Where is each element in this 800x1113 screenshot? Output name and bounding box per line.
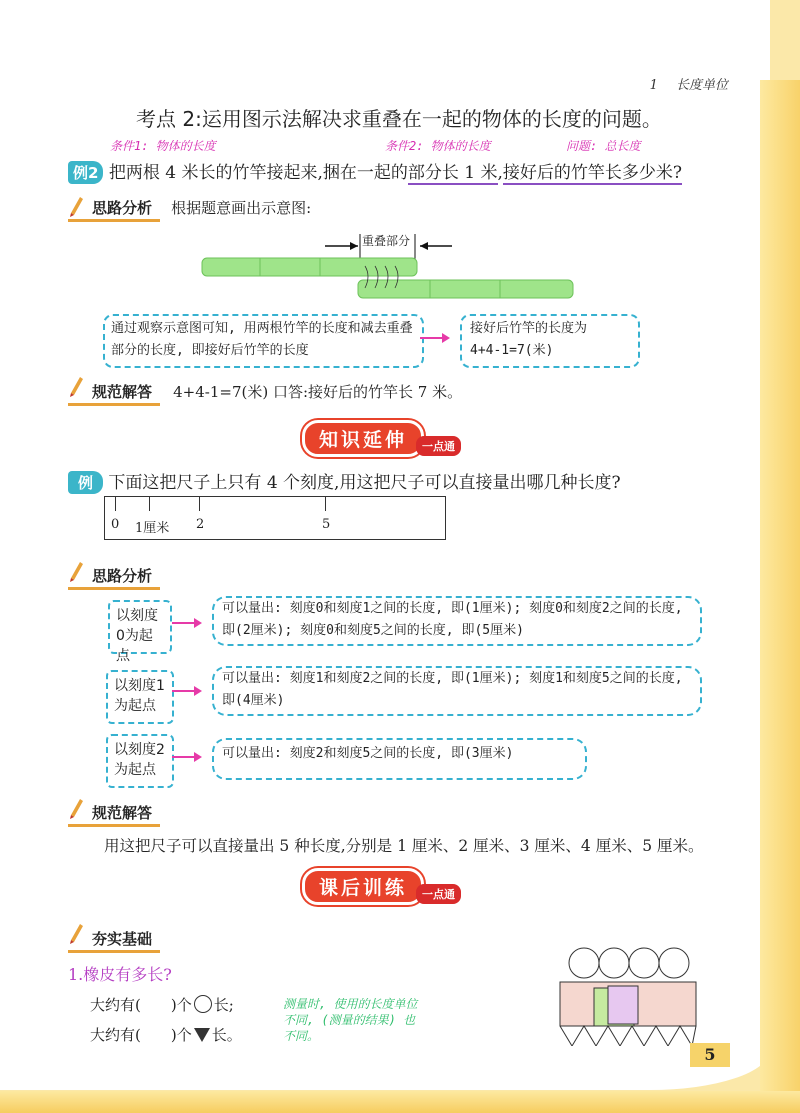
start-box-2: 以刻度2为起点 (106, 734, 174, 788)
q1-line2-a: 大约有( (90, 1026, 141, 1044)
banner1-main: 知识延伸 (302, 420, 424, 457)
row-box-1: 可以量出: 刻度1和刻度2之间的长度, 即(1厘米); 刻度1和刻度5之间的长度, 即(4厘米) (212, 666, 702, 716)
ruler-label-2: 2 (196, 517, 205, 532)
start-box-1: 以刻度1为起点 (106, 670, 174, 724)
question-label: 问题: 总长度 (566, 139, 641, 153)
example2-text-c: , (497, 163, 503, 183)
arrow-icon (172, 756, 200, 758)
condition-2: 条件2: 物体的长度 (385, 139, 491, 153)
example-question (68, 468, 621, 494)
q1-line1-a: 大约有( (90, 996, 141, 1014)
page-mark: 1 (649, 78, 658, 93)
analysis1-heading (68, 197, 311, 218)
box-right-line2: 4+4-1=7(米) (470, 343, 554, 358)
q1-line2-c: 长。 (211, 1026, 242, 1044)
answer1-row (68, 381, 462, 402)
ruler (104, 496, 446, 540)
q1-title: 1.橡皮有多长? (68, 965, 172, 984)
analysis1-label: 思路分析 (68, 199, 160, 222)
triangle-icon (194, 1028, 210, 1042)
page-header (650, 74, 728, 93)
ruler-tick (149, 497, 150, 511)
q1-note: 测量时, 使用的长度单位不同, (测量的结果) 也不同。 (283, 997, 418, 1043)
example-tag: 例 (68, 471, 103, 494)
answer2-label: 规范解答 (68, 804, 160, 827)
analysis2-heading (68, 565, 160, 586)
kaodian-title: 考点 2:运用图示法解决求重叠在一起的物体的长度的问题。 (136, 107, 662, 131)
q1-line1-b: )个 (170, 996, 192, 1014)
analysis1-box-right (460, 314, 640, 368)
example-text: 下面这把尺子上只有 4 个刻度,用这把尺子可以直接量出哪几种长度? (108, 473, 621, 493)
q1-line2 (90, 1024, 242, 1045)
ruler-tick (199, 497, 200, 511)
banner-knowledge (302, 420, 461, 457)
banner2-sub: 一点通 (416, 884, 461, 904)
example2-text-a: 把两根 4 米长的竹竿接起来,捆在一起的 (108, 163, 408, 183)
answer1-label: 规范解答 (68, 383, 160, 406)
overlap-label: 重叠部分 (362, 234, 411, 248)
page-edge-decoration (760, 80, 800, 1113)
basics-heading (68, 928, 160, 949)
basics-label: 夯实基础 (68, 930, 160, 953)
answer2-text: 用这把尺子可以直接量出 5 种长度,分别是 1 厘米、2 厘米、3 厘米、4 厘米、5 厘米。 (104, 837, 704, 855)
banner-practice (302, 868, 461, 905)
example2-text-d: 接好后的竹竿长多少米? (502, 163, 683, 183)
row-box-0: 可以量出: 刻度0和刻度1之间的长度, 即(1厘米); 刻度0和刻度2之间的长度, 即(2厘米); 刻度0和刻度5之间的长度, 即(5厘米) (212, 596, 702, 646)
answer1-text: 4+4-1=7(米) 口答:接好后的竹竿长 7 米。 (173, 383, 463, 401)
arrow-icon (172, 622, 200, 624)
arrow-icon (172, 690, 200, 692)
q1-line1-c: 长; (213, 996, 234, 1014)
answer2-heading (68, 802, 160, 823)
page-number: 5 (690, 1043, 730, 1067)
ruler-tick (115, 497, 116, 511)
ruler-label-5: 5 (322, 517, 331, 532)
condition-1: 条件1: 物体的长度 (110, 139, 216, 153)
ruler-label-0: 0 (111, 517, 120, 532)
analysis1-box-left: 通过观察示意图可知, 用两根竹竿的长度和减去重叠部分的长度, 即接好后竹竿的长度 (103, 314, 424, 368)
circle-icon (194, 995, 212, 1013)
banner2-main: 课后训练 (302, 868, 424, 905)
box-right-line1: 接好后竹竿的长度为 (470, 321, 588, 336)
page-bottom-decoration (0, 1091, 800, 1113)
example2-tag: 例2 (68, 161, 103, 184)
eraser-illustration (552, 946, 712, 1046)
example2-text-b: 部分长 1 米 (407, 163, 498, 183)
q1-line2-b: )个 (170, 1026, 192, 1044)
example2-question (68, 158, 682, 184)
banner1-sub: 一点通 (416, 436, 461, 456)
chapter-title: 长度单位 (675, 78, 728, 93)
q1-line1 (90, 994, 234, 1015)
row-box-2: 可以量出: 刻度2和刻度5之间的长度, 即(3厘米) (212, 738, 587, 780)
analysis1-intro: 根据题意画出示意图: (171, 199, 312, 217)
ruler-tick (325, 497, 326, 511)
analysis2-label: 思路分析 (68, 567, 160, 590)
arrow-icon (420, 337, 448, 339)
start-box-0: 以刻度0为起点 (108, 600, 172, 654)
ruler-label-1: 1厘米 (135, 521, 170, 536)
